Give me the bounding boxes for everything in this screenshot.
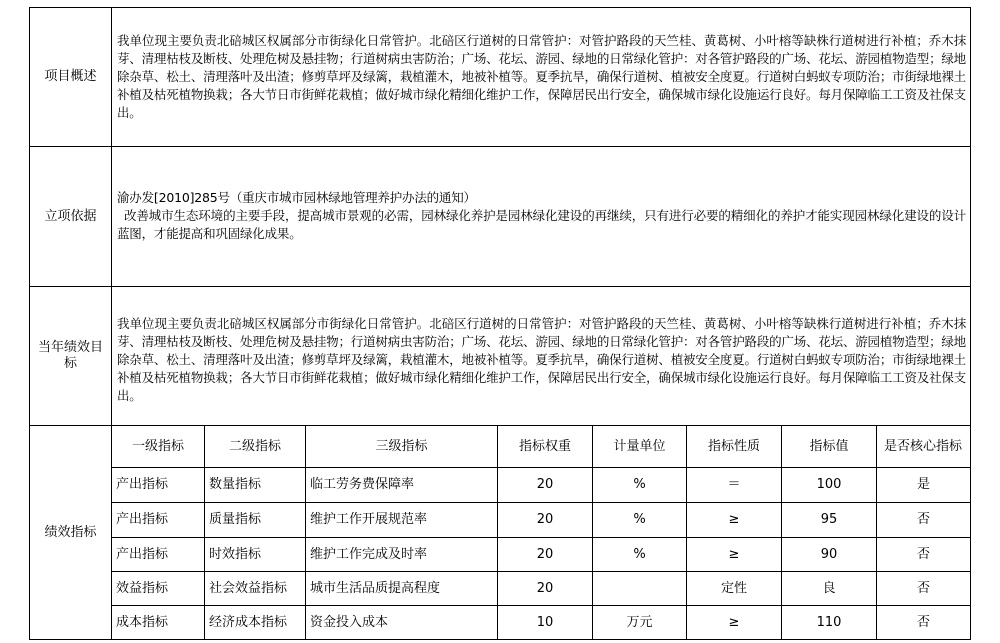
table-row-cell-value: 95 [820,512,838,527]
table-row-cell-level3: 维护工作完成及时率 [310,546,428,562]
table-row-cell-nature: ≥ [728,546,740,562]
table-row-cell-weight: 20 [536,580,554,596]
table-row-cell-level3: 维护工作开展规范率 [310,512,428,527]
table-row-cell-unit: % [633,512,646,527]
table-row-cell-value: 90 [820,546,838,562]
basis-label: 立项依据 [44,208,97,224]
table-row-cell-core: 否 [916,512,930,527]
header-nature: 指标性质 [707,438,760,454]
table-row-cell-weight: 10 [536,614,554,630]
table-row-cell-weight: 20 [536,512,554,527]
table-row-cell-level1: 效益指标 [116,580,169,596]
table-row-cell-level3: 城市生活品质提高程度 [310,580,441,596]
rule-after-basis [29,286,971,287]
table-row-cell-nature: ＝ [727,477,741,492]
table-row-cell-level2: 质量指标 [209,512,262,527]
table-row-cell-value: 良 [822,580,836,596]
table-row-cell-nature: ≥ [728,614,740,630]
annual-target-label: 当年绩效目标 [37,340,103,371]
header-level1: 一级指标 [131,438,184,454]
basis-document-ref: 渝办发[2010]285号（重庆市城市园林绿地管理养护办法的通知） [117,190,476,205]
table-row-cell-value: 110 [816,614,842,630]
table-row-cell-level3: 临工劳务费保障率 [310,477,415,492]
table-row-cell-unit: 万元 [626,614,653,630]
header-level3: 三级指标 [375,438,428,454]
table-row-cell-core: 是 [916,477,930,492]
overview-text: 我单位现主要负责北碚城区权属部分市街绿化日常管护。北碚区行道树的日常管护：对管护路段的天竺桂、黄葛树、小叶榕等缺株行道树进行补植；乔木抹芽、清理枯枝及断枝、处理危树及悬挂物；行道树病虫害防治；广场、花坛、游园、绿地的日常绿化管护：对各管护路段的广场、花坛、游园植物造型；绿地除杂草、松土、清理落叶及出渣；修剪草坪及绿篱，栽植灌木，地被补植等。夏季抗旱，确保行道树、植被安全度夏。行道树白蚂蚁专项防治；市街绿地裸土补植及枯死植物换栽；各大节日市街鲜花栽植；做好城市绿化精细化维护工作，保障居民出行安全，确保城市绿化设施运行良好。每月保障临工工资及社保支出。 [117,33,966,120]
table-row-cell-unit [593,572,686,605]
header-value: 指标值 [809,438,849,454]
table-row-cell-level1: 产出指标 [116,546,169,562]
header-weight: 指标权重 [518,438,571,454]
rule-top [29,7,971,8]
table-row-cell-nature: 定性 [720,580,747,596]
table-row-cell-level1: 产出指标 [116,512,169,527]
table-row-cell-core: 否 [916,580,930,596]
table-row-cell-core: 否 [916,614,930,630]
basis-text [117,189,966,243]
overview-label: 项目概述 [44,69,97,84]
indicators-label: 绩效指标 [44,524,97,540]
table-row-cell-unit: % [633,477,646,492]
table-row-cell-level2: 时效指标 [209,546,262,562]
table-row-cell-level2: 社会效益指标 [209,580,288,596]
annual-target-text: 我单位现主要负责北碚城区权属部分市街绿化日常管护。北碚区行道树的日常管护：对管护路段的天竺桂、黄葛树、小叶榕等缺株行道树进行补植；乔木抹芽、清理枯枝及断枝、处理危树及悬挂物；行道树病虫害防治；广场、花坛、游园、绿地的日常绿化管护：对各管护路段的广场、花坛、游园植物造型；绿地除杂草、松土、清理落叶及出渣；修剪草坪及绿篱，栽植灌木，地被补植等。夏季抗旱，确保行道树、植被安全度夏。行道树白蚂蚁专项防治；市街绿地裸土补植及枯死植物换栽；各大节日市街鲜花栽植；做好城市绿化精细化维护工作，保障居民出行安全，确保城市绿化设施运行良好。每月保障临工工资及社保支出。 [117,316,966,403]
table-row-cell-core: 否 [916,546,930,562]
table-row-cell-weight: 20 [536,477,554,492]
table-row-cell-level3: 资金投入成本 [310,614,389,630]
table-row-cell-level1: 成本指标 [116,614,169,630]
table-row-cell-value: 100 [816,477,842,492]
basis-reason: 改善城市生态环境的主要手段，提高城市景观的必需，园林绿化养护是园林绿化建设的再继续，只有进行必要的精细化的养护才能实现园林绿化建设的设计蓝图，才能提高和巩固绿化成果。 [117,208,966,241]
rule-after-overview [29,146,971,147]
header-unit: 计量单位 [613,438,666,454]
table-row-cell-level2: 经济成本指标 [209,614,288,630]
table-row-cell-weight: 20 [536,546,554,562]
table-row-cell-nature: ≥ [728,512,740,527]
header-core: 是否核心指标 [883,438,962,454]
header-level2: 二级指标 [228,438,281,454]
table-row-cell-level2: 数量指标 [209,477,262,492]
table-row-cell-unit: % [633,546,646,562]
rule-right [970,7,971,640]
rule-bottom [29,639,971,640]
table-row-cell-level1: 产出指标 [116,477,169,492]
